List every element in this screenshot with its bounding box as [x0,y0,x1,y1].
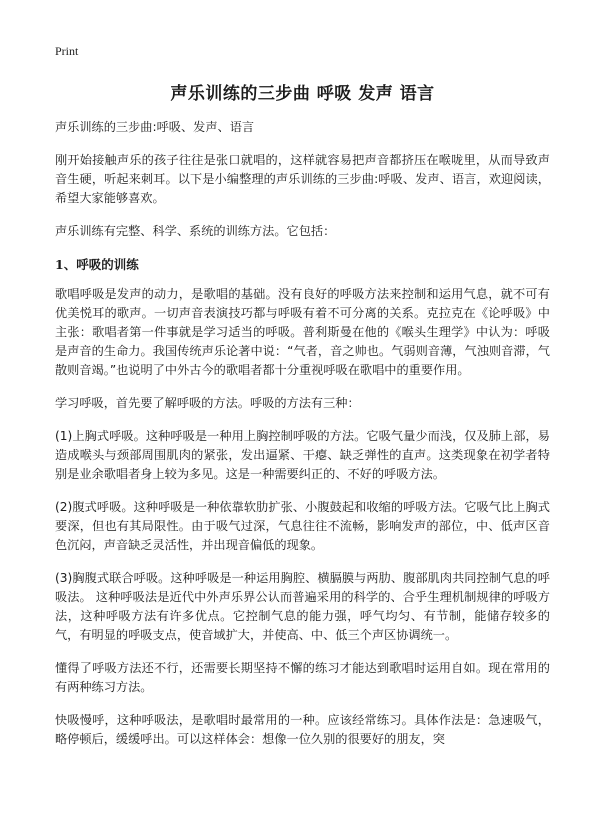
print-label: Print [55,44,79,58]
body-paragraph: 歌唱呼吸是发声的动力，是歌唱的基础。没有良好的呼吸方法来控制和运用气息，就不可有优美悦耳的歌声。一切声音表演技巧都与呼吸有着不可分离的关系。克拉克在《论呼吸》中主张：歌唱者第一件事就是学习适当的呼吸。普利斯曼在他的《喉头生理学》中认为：呼吸是声音的生命力。我国传统声乐论著中说：“气者，音之帅也。气弱则音薄，气浊则音滞，气散则音竭。”也说明了中外古今的歌唱者都十分重视呼吸在歌唱中的重要作用。 [55,287,550,377]
body-paragraph: (1)上胸式呼吸。这种呼吸是一种用上胸控制呼吸的方法。它吸气量少而浅，仅及肺上部，易造成喉头与颈部周围肌肉的紧张，发出逼紧、干瘪、缺乏弹性的直声。这类现象在初学者特别是业余歌唱者身上较为多见。这是一种需要纠正的、不好的呼吸方法。 [55,429,550,481]
document-page [55,44,550,763]
body-paragraph: (2)腹式呼吸。这种呼吸是一种依靠软肋扩张、小腹鼓起和收缩的呼吸方法。它吸气比上胸式要深，但也有其局限性。由于吸气过深，气息往往不流畅，影响发声的部位，中、低声区音色沉闷，声音缺乏灵活性，并出现音偏低的现象。 [55,500,550,552]
body-paragraph: 快吸慢呼，这种呼吸法，是歌唱时最常用的一种。应该经常练习。具体作法是：急速吸气，略停顿后，缓缓呼出。可以这样体会：想像一位久别的很要好的朋友，突 [55,713,550,746]
body-paragraph: 学习呼吸，首先要了解呼吸的方法。呼吸的方法有三种： [55,396,360,410]
overview-paragraph: 声乐训练有完整、科学、系统的训练方法。它包括： [55,224,336,238]
body-paragraph: (3)胸腹式联合呼吸。这种呼吸是一种运用胸腔、横膈膜与两肋、腹部肌肉共同控制气息的呼吸法。 这种呼吸法是近代中外声乐界公认而普遍采用的科学的、合乎生理机制规律的呼吸方法，这种呼吸方法有许多优点。它控制气息的能力强，呼气均匀、有节制，能储存较多的气，有明显的呼吸支点，使音域扩大，并使高、中、低三个声区协调统一。 [55,571,550,642]
document-title: 声乐训练的三步曲 呼吸 发声 语言 [170,84,435,104]
section-heading-breathing: 1、呼吸的训练 [55,257,139,272]
body-paragraph: 懂得了呼吸方法还不行，还需要长期坚持不懈的练习才能达到歌唱时运用自如。现在常用的有两种练习方法。 [55,661,550,694]
intro-paragraph: 刚开始接触声乐的孩子往往是张口就唱的，这样就容易把声音都挤压在喉咙里，从而导致声音生硬，听起来刺耳。以下是小编整理的声乐训练的三步曲:呼吸、发声、语言，欢迎阅读，希望大家能够喜欢。 [55,153,550,205]
document-subtitle: 声乐训练的三步曲:呼吸、发声、语言 [55,120,255,134]
